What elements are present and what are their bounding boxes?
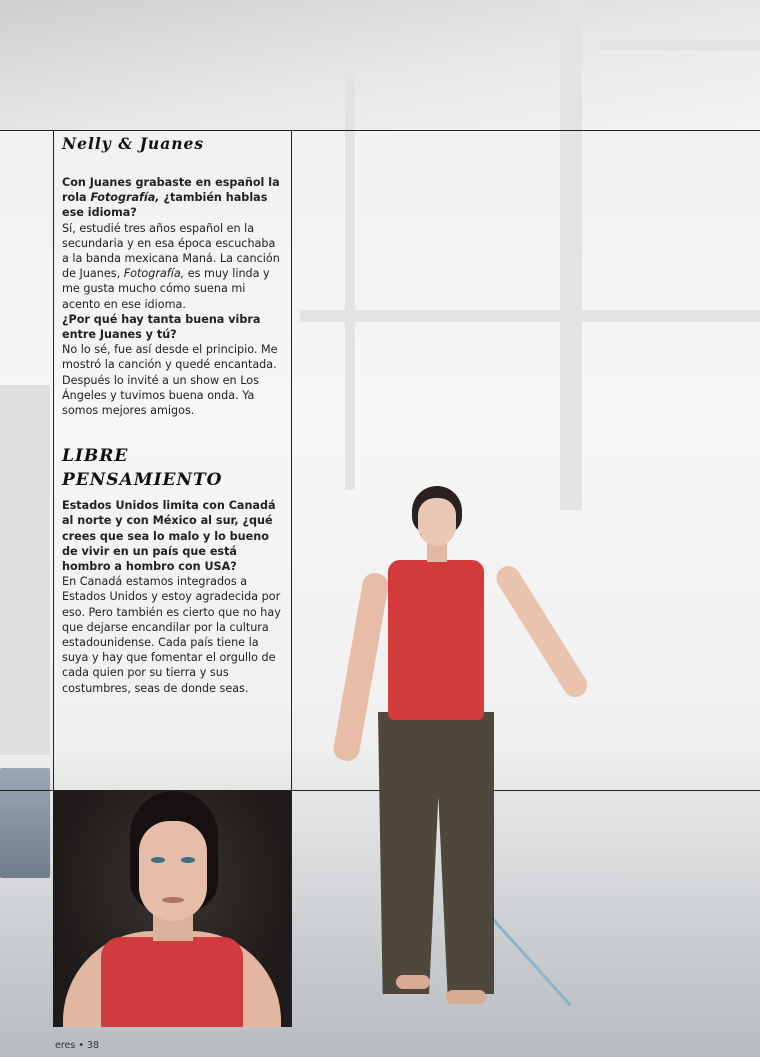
answer-2: No lo sé, fue así desde el principio. Me mostró la canción y quedé encantada. Después lo invité a un show en Los Ángeles y tuvimos buena onda. Ya somos mejores amigos. <box>62 343 278 418</box>
portrait-lips <box>162 897 184 903</box>
window-mullion <box>300 310 760 322</box>
page-number: 38 <box>87 1040 100 1051</box>
interview-block-2 <box>62 498 284 696</box>
portrait-face <box>139 821 207 921</box>
section-title-line-1: LIBRE <box>62 446 129 467</box>
frame-rule-middle <box>291 130 292 1027</box>
face <box>418 498 456 546</box>
red-top <box>388 560 484 720</box>
question-1 <box>62 176 280 219</box>
question-1-text: Con Juanes grabaste en español la rola <box>62 176 280 205</box>
left-foot <box>396 975 430 989</box>
right-arm <box>492 562 592 702</box>
answer-1-text: Sí, estudié tres años español en la secundaria y en esa época escuchaba a la banda mexicana Maná. La canción de Juanes, <box>62 221 280 281</box>
answer-3: En Canadá estamos integrados a Estados Unidos y estoy agradecida por eso. Pero también es cierto que no hay que dejarse encandilar por la cultura estadounidense. Cada país tiene la suya y hay que fomentar el orgullo de cada quien por su tierra y sus costumbres, seas de donde seas. <box>62 575 281 695</box>
answer-1-song: Fotografía, <box>123 267 185 281</box>
interview-block-1 <box>62 175 284 418</box>
portrait-left-eye <box>151 857 165 863</box>
question-1-end: ¿también hablas ese idioma? <box>62 191 268 220</box>
answer-1 <box>62 222 280 311</box>
window-mullion <box>600 40 760 50</box>
magazine-name: eres <box>55 1040 76 1051</box>
cargo-pants <box>378 712 494 994</box>
woman-walking-photo <box>330 480 590 1020</box>
ceiling <box>0 0 760 130</box>
window-mullion <box>345 70 355 490</box>
background-machine <box>0 768 50 878</box>
window-mullion <box>560 0 582 510</box>
frame-rule-top <box>0 130 760 131</box>
question-2: ¿Por qué hay tanta buena vibra entre Juanes y tú? <box>62 312 261 342</box>
answer-1-end: es muy linda y me gusta mucho cómo suena mi acento en ese idioma. <box>62 267 270 311</box>
folio-separator: • <box>75 1040 87 1051</box>
section-title <box>62 444 284 492</box>
portrait-right-eye <box>181 857 195 863</box>
portrait-red-top <box>101 937 243 1027</box>
page-folio <box>55 1040 99 1051</box>
article-header: Nelly & Juanes <box>62 134 205 153</box>
right-foot <box>446 990 486 1004</box>
question-1-song: Fotografía, <box>90 191 160 205</box>
question-3: Estados Unidos limita con Canadá al norte y con México al sur, ¿qué crees que sea lo malo y lo bueno de vivir en un país que está hombro a hombro con USA? <box>62 499 276 574</box>
section-title-line-2: PENSAMIENTO <box>62 470 223 491</box>
article-column <box>62 134 284 696</box>
portrait-photo <box>53 791 291 1027</box>
door-frame <box>0 385 50 755</box>
